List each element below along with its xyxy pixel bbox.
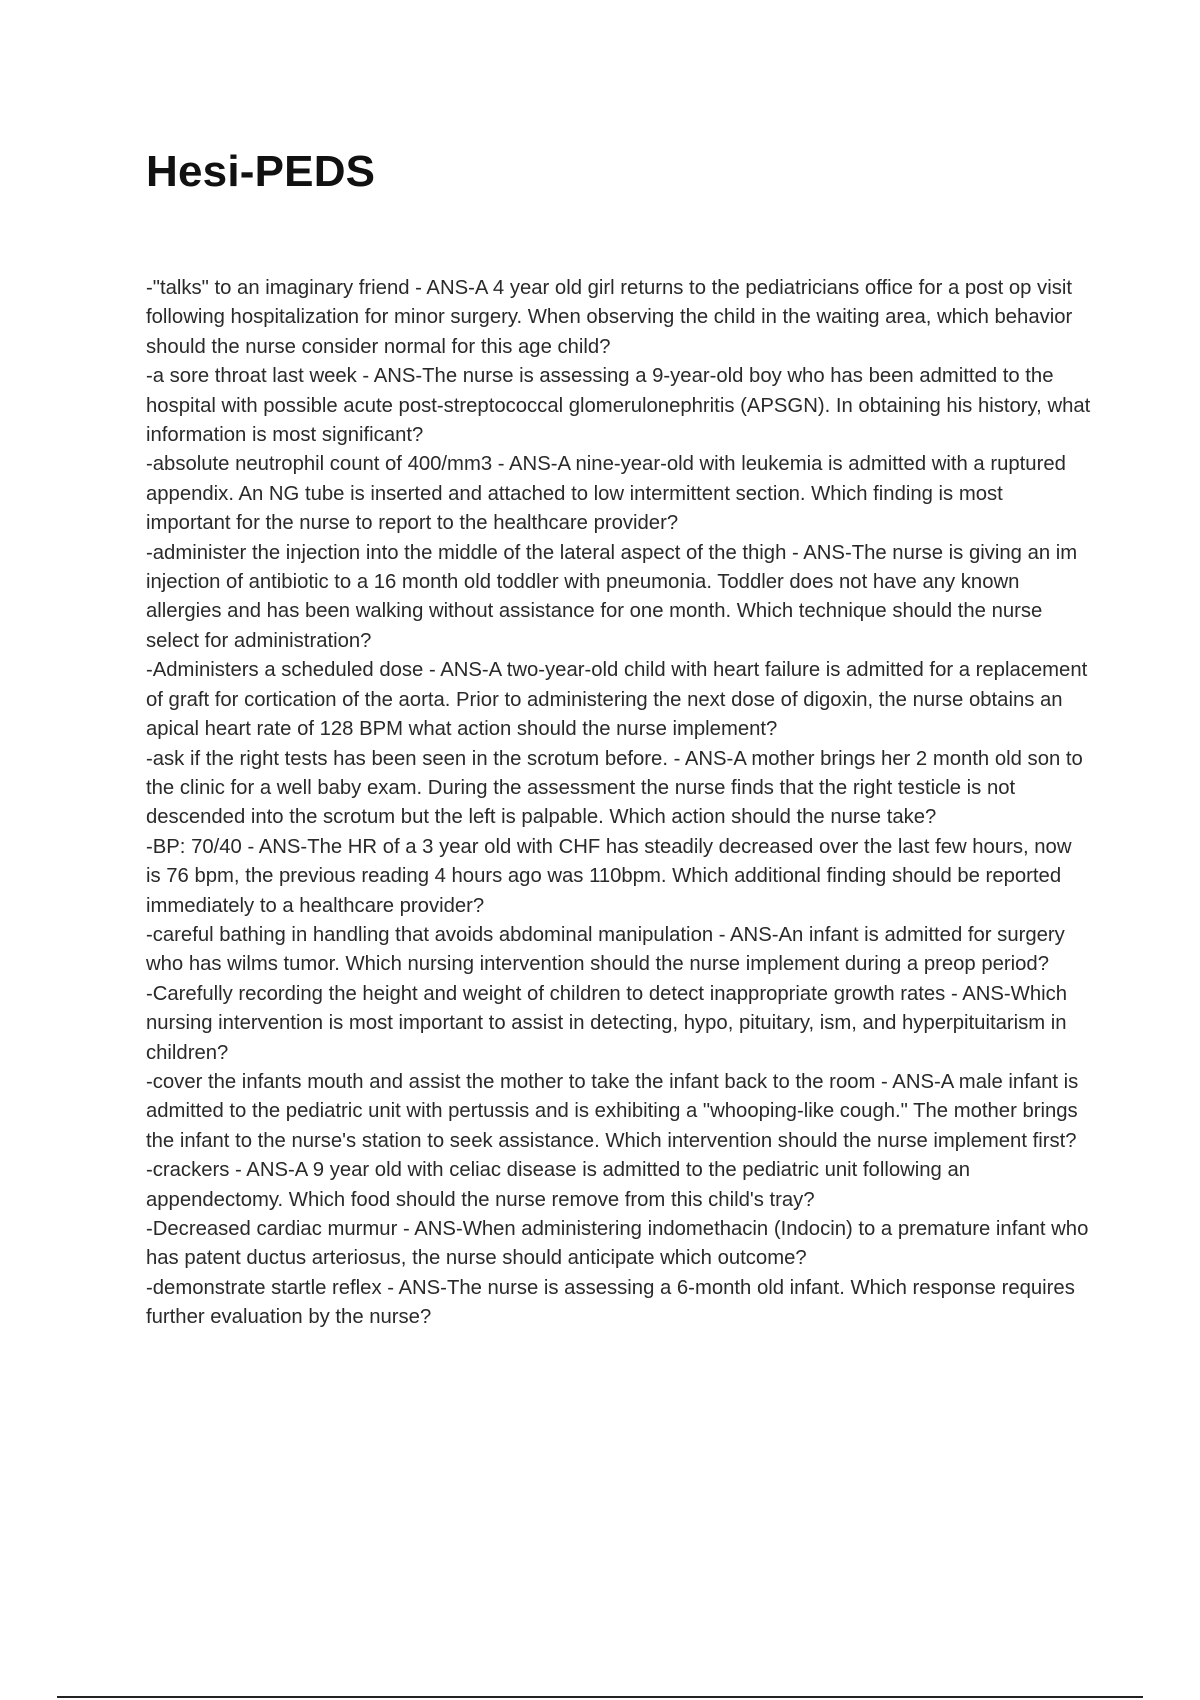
qa-entry: -Administers a scheduled dose - ANS-A two-year-old child with heart failure is admitted for a replacement of graft for cortication of the aorta. Prior to administering the next dose of digoxin, the nurse obtains an apical heart rate of 128 BPM what action should the nurse implement? <box>146 659 1088 741</box>
footer-divider <box>57 1696 1143 1698</box>
qa-entry: -Decreased cardiac murmur - ANS-When administering indomethacin (Indocin) to a premature infant who has patent ductus arteriosus, the nurse should anticipate which outcome? <box>146 1218 1089 1270</box>
qa-entry: -Carefully recording the height and weight of children to detect inappropriate growth rates - ANS-Which nursing intervention is most important to assist in detecting, hypo, pituitary, ism, and hyperpituitarism in children? <box>146 982 1068 1064</box>
qa-entry: -crackers - ANS-A 9 year old with celiac disease is admitted to the pediatric unit following an appendectomy. Which food should the nurse remove from this child's tray? <box>146 1159 971 1211</box>
qa-entry: -administer the injection into the middle of the lateral aspect of the thigh - ANS-The nurse is giving an im injection of antibiotic to a 16 month old toddler with pneumonia. Toddler does not have any known allergies and has been walking without assistance for one month. Which technique should the nurse select for administration? <box>146 541 1078 652</box>
qa-entry: -cover the infants mouth and assist the mother to take the infant back to the room - ANS-A male infant is admitted to the pediatric unit with pertussis and is exhibiting a "whooping-like cough." The mother brings the infant to the nurse's station to seek assistance. Which intervention should the nurse implement first? <box>146 1070 1079 1152</box>
qa-entry: -ask if the right tests has been seen in the scrotum before. - ANS-A mother brings her 2 month old son to the clinic for a well baby exam. During the assessment the nurse finds that the right testicle is not descended into the scrotum but the left is palpable. Which action should the nurse take? <box>146 747 1083 829</box>
page-title: Hesi-PEDS <box>146 147 376 196</box>
qa-entry: -BP: 70/40 - ANS-The HR of a 3 year old with CHF has steadily decreased over the last few hours, now is 76 bpm, the previous reading 4 hours ago was 110bpm. Which additional finding should be reported immediately to a healthcare provider? <box>146 835 1072 917</box>
qa-entry: -a sore throat last week - ANS-The nurse is assessing a 9-year-old boy who has been admitted to the hospital with possible acute post-streptococcal glomerulonephritis (APSGN). In obtaining his history, what information is most significant? <box>146 365 1091 447</box>
qa-entry: -absolute neutrophil count of 400/mm3 - ANS-A nine-year-old with leukemia is admitted with a ruptured appendix. An NG tube is inserted and attached to low intermittent section. Which finding is most important for the nurse to report to the healthcare provider? <box>146 453 1066 535</box>
qa-entry: -careful bathing in handling that avoids abdominal manipulation - ANS-An infant is admitted for surgery who has wilms tumor. Which nursing intervention should the nurse implement during a preop period? <box>146 923 1065 976</box>
qa-entry: -"talks" to an imaginary friend - ANS-A 4 year old girl returns to the pediatricians office for a post op visit following hospitalization for minor surgery. When observing the child in the waiting area, which behavior should the nurse consider normal for this age child? <box>146 277 1073 358</box>
qa-entry-list <box>146 274 1091 1333</box>
qa-entry: -demonstrate startle reflex - ANS-The nurse is assessing a 6-month old infant. Which response requires further evaluation by the nurse? <box>146 1276 1075 1329</box>
